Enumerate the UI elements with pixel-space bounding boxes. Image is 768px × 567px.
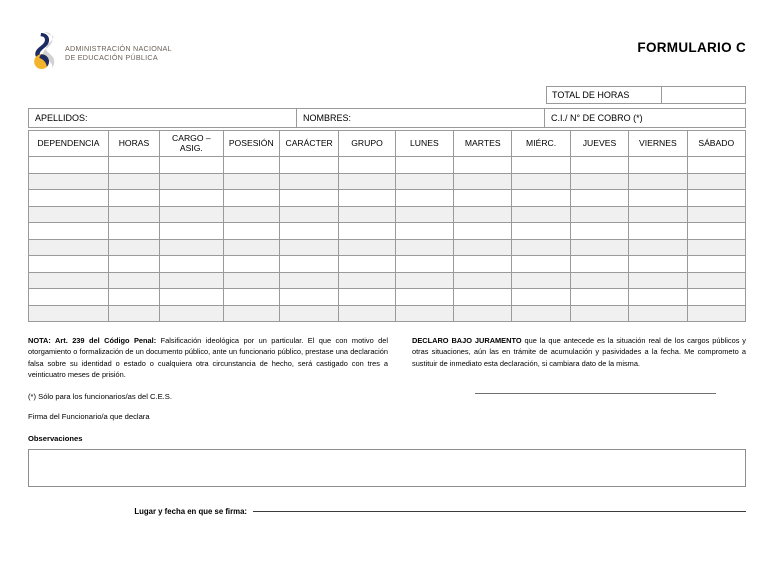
table-cell[interactable] [160, 190, 224, 207]
table-cell[interactable] [512, 223, 570, 240]
form-title: FORMULARIO C [637, 40, 746, 55]
table-cell[interactable] [29, 305, 109, 322]
declaracion-jurada-text [412, 335, 746, 369]
nota-penal-text [28, 335, 388, 380]
table-cell[interactable] [339, 157, 395, 174]
table-cell[interactable] [339, 239, 395, 256]
col-header-dependencia: DEPENDENCIA [29, 131, 109, 157]
table-cell[interactable] [629, 305, 687, 322]
table-cell[interactable] [160, 173, 224, 190]
table-cell[interactable] [279, 256, 338, 273]
declaracion-jurada-column [412, 335, 746, 380]
observaciones-label: Observaciones [28, 434, 83, 443]
table-cell[interactable] [108, 157, 159, 174]
table-row [29, 157, 746, 174]
table-cell[interactable] [395, 223, 453, 240]
table-cell[interactable] [395, 289, 453, 306]
table-cell[interactable] [512, 272, 570, 289]
table-cell[interactable] [512, 289, 570, 306]
table-cell[interactable] [454, 239, 512, 256]
table-row [29, 173, 746, 190]
table-cell[interactable] [570, 289, 628, 306]
col-header-horas: HORAS [108, 131, 159, 157]
table-row [29, 289, 746, 306]
table-cell[interactable] [629, 289, 687, 306]
header-row [29, 131, 746, 157]
table-cell[interactable] [108, 239, 159, 256]
nota-penal-column [28, 335, 388, 380]
nota-penal-body: Falsificación ideológica por un particular. El que con motivo del otorgamiento o formalización de un documento público, ante un funcionario público, prestase una declaración falsa sobre su identidad o estado o cualquiera otra circunstancia de hecho, será castigado con tres a veinticuatro meses de prisión. [28, 336, 388, 379]
table-cell[interactable] [29, 256, 109, 273]
anep-logo-line-1: ADMINISTRACIÓN NACIONAL [65, 43, 172, 53]
table-cell[interactable] [570, 256, 628, 273]
declaracion-prefix: DECLARO BAJO JURAMENTO [412, 336, 522, 345]
total-horas-label: TOTAL DE HORAS [547, 87, 662, 103]
table-cell[interactable] [629, 206, 687, 223]
subnotes-section [28, 380, 746, 443]
table-cell[interactable] [108, 206, 159, 223]
col-header-miercoles: MIÉRC. [512, 131, 570, 157]
table-cell[interactable] [29, 289, 109, 306]
table-cell[interactable] [629, 256, 687, 273]
lugar-fecha-label: Lugar y fecha en que se firma: [134, 507, 247, 516]
table-cell[interactable] [395, 239, 453, 256]
nombres-field[interactable]: NOMBRES: [297, 109, 545, 127]
col-header-sabado: SÁBADO [687, 131, 745, 157]
col-header-grupo: GRUPO [339, 131, 395, 157]
col-header-jueves: JUEVES [570, 131, 628, 157]
lugar-fecha-line[interactable] [253, 511, 746, 512]
table-cell[interactable] [454, 305, 512, 322]
identity-row [28, 108, 746, 128]
table-cell[interactable] [223, 157, 279, 174]
table-cell[interactable] [570, 206, 628, 223]
ci-numero-cobro-field[interactable]: C.I./ N° DE COBRO (*) [551, 113, 643, 123]
table-cell[interactable] [160, 256, 224, 273]
table-cell[interactable] [29, 239, 109, 256]
table-cell[interactable] [570, 157, 628, 174]
table-cell[interactable] [687, 206, 745, 223]
table-cell[interactable] [339, 256, 395, 273]
col-header-martes: MARTES [454, 131, 512, 157]
firma-funcionario-note: Firma del Funcionario/a que declara [28, 412, 150, 421]
table-cell[interactable] [160, 239, 224, 256]
table-cell[interactable] [279, 305, 338, 322]
anep-emblem-icon [28, 30, 58, 72]
horas-table-head [29, 131, 746, 157]
table-cell[interactable] [629, 223, 687, 240]
table-cell[interactable] [687, 256, 745, 273]
table-cell[interactable] [160, 289, 224, 306]
table-cell[interactable] [339, 190, 395, 207]
table-row [29, 256, 746, 273]
table-cell[interactable] [108, 190, 159, 207]
document-header [28, 24, 746, 80]
table-cell[interactable] [395, 173, 453, 190]
table-cell[interactable] [339, 305, 395, 322]
table-cell[interactable] [223, 190, 279, 207]
table-cell[interactable] [279, 239, 338, 256]
table-cell[interactable] [279, 157, 338, 174]
nota-penal-prefix: NOTA: Art. 239 del Código Penal: [28, 336, 157, 345]
table-cell[interactable] [108, 272, 159, 289]
table-cell[interactable] [687, 305, 745, 322]
anep-logo-text [65, 40, 172, 62]
table-cell[interactable] [454, 190, 512, 207]
horas-table-wrapper [28, 130, 746, 322]
table-cell[interactable] [339, 223, 395, 240]
table-cell[interactable] [279, 289, 338, 306]
footer-section [28, 507, 746, 516]
table-cell[interactable] [512, 239, 570, 256]
table-cell[interactable] [279, 173, 338, 190]
table-cell[interactable] [629, 239, 687, 256]
apellidos-field[interactable]: APELLIDOS: [29, 109, 297, 127]
table-cell[interactable] [687, 239, 745, 256]
table-cell[interactable] [454, 206, 512, 223]
table-cell[interactable] [339, 173, 395, 190]
table-cell[interactable] [223, 223, 279, 240]
table-cell[interactable] [108, 289, 159, 306]
table-cell[interactable] [687, 157, 745, 174]
table-cell[interactable] [108, 223, 159, 240]
table-cell[interactable] [512, 305, 570, 322]
total-horas-row [28, 86, 746, 104]
anep-logo [28, 30, 172, 72]
declaracion-body: que la que antecede es la situación real de los cargos públicos y otras situaciones, aún las en trámite de acumulación y pasividades a la fecha. Me comprometo a sustituir de inmediato esta declaración, si cambiara dato de la misma. [412, 336, 746, 368]
table-cell[interactable] [454, 223, 512, 240]
table-cell[interactable] [223, 239, 279, 256]
table-cell[interactable] [160, 305, 224, 322]
table-cell[interactable] [29, 157, 109, 174]
table-cell[interactable] [223, 305, 279, 322]
ces-note: (*) Sólo para los funcionarios/as del C.E.S. [28, 392, 172, 401]
table-cell[interactable] [339, 206, 395, 223]
formulario-c-page [0, 24, 768, 567]
table-cell[interactable] [339, 272, 395, 289]
table-row [29, 305, 746, 322]
table-cell[interactable] [629, 190, 687, 207]
table-cell[interactable] [570, 173, 628, 190]
total-horas-box [546, 86, 746, 104]
table-cell[interactable] [570, 223, 628, 240]
table-row [29, 239, 746, 256]
observaciones-textarea[interactable] [28, 449, 746, 487]
horas-table-body [29, 157, 746, 322]
table-cell[interactable] [395, 272, 453, 289]
table-row [29, 223, 746, 240]
table-cell[interactable] [279, 223, 338, 240]
table-cell[interactable] [395, 206, 453, 223]
table-row [29, 206, 746, 223]
table-cell[interactable] [160, 223, 224, 240]
table-cell[interactable] [570, 272, 628, 289]
table-cell[interactable] [570, 305, 628, 322]
anep-logo-line-2: DE EDUCACIÓN PÚBLICA [65, 53, 158, 62]
total-horas-value-field[interactable] [662, 87, 746, 103]
legal-notes-section [28, 335, 746, 380]
table-cell[interactable] [160, 206, 224, 223]
table-cell[interactable] [395, 305, 453, 322]
table-row [29, 190, 746, 207]
table-cell[interactable] [687, 173, 745, 190]
table-cell[interactable] [454, 256, 512, 273]
table-cell[interactable] [512, 190, 570, 207]
table-cell[interactable] [629, 272, 687, 289]
col-header-posesion: POSESIÓN [223, 131, 279, 157]
table-cell[interactable] [687, 289, 745, 306]
table-cell[interactable] [223, 173, 279, 190]
col-header-cargo-asig: CARGO – ASIG. [160, 131, 224, 157]
table-cell[interactable] [687, 272, 745, 289]
table-cell[interactable] [29, 173, 109, 190]
table-cell[interactable] [29, 272, 109, 289]
horas-table [28, 130, 746, 322]
table-cell[interactable] [570, 239, 628, 256]
table-cell[interactable] [687, 223, 745, 240]
table-cell[interactable] [29, 206, 109, 223]
table-cell[interactable] [223, 289, 279, 306]
table-cell[interactable] [395, 157, 453, 174]
table-cell[interactable] [223, 272, 279, 289]
table-cell[interactable] [108, 256, 159, 273]
table-cell[interactable] [223, 206, 279, 223]
table-cell[interactable] [29, 190, 109, 207]
table-cell[interactable] [279, 206, 338, 223]
table-cell[interactable] [512, 256, 570, 273]
table-cell[interactable] [160, 272, 224, 289]
table-cell[interactable] [29, 223, 109, 240]
table-cell[interactable] [512, 173, 570, 190]
table-cell[interactable] [279, 272, 338, 289]
table-cell[interactable] [454, 157, 512, 174]
table-row [29, 272, 746, 289]
table-cell[interactable] [454, 173, 512, 190]
table-cell[interactable] [454, 272, 512, 289]
table-cell[interactable] [629, 157, 687, 174]
table-cell[interactable] [279, 190, 338, 207]
table-cell[interactable] [687, 190, 745, 207]
table-cell[interactable] [570, 190, 628, 207]
table-cell[interactable] [395, 256, 453, 273]
table-cell[interactable] [512, 206, 570, 223]
col-header-lunes: LUNES [395, 131, 453, 157]
table-cell[interactable] [339, 289, 395, 306]
table-cell[interactable] [160, 157, 224, 174]
table-cell[interactable] [223, 256, 279, 273]
table-cell[interactable] [108, 173, 159, 190]
table-cell[interactable] [512, 157, 570, 174]
col-header-viernes: VIERNES [629, 131, 687, 157]
signature-line[interactable] [475, 393, 716, 394]
col-header-caracter: CARÁCTER [279, 131, 338, 157]
table-cell[interactable] [108, 305, 159, 322]
table-cell[interactable] [395, 190, 453, 207]
table-cell[interactable] [454, 289, 512, 306]
table-cell[interactable] [629, 173, 687, 190]
